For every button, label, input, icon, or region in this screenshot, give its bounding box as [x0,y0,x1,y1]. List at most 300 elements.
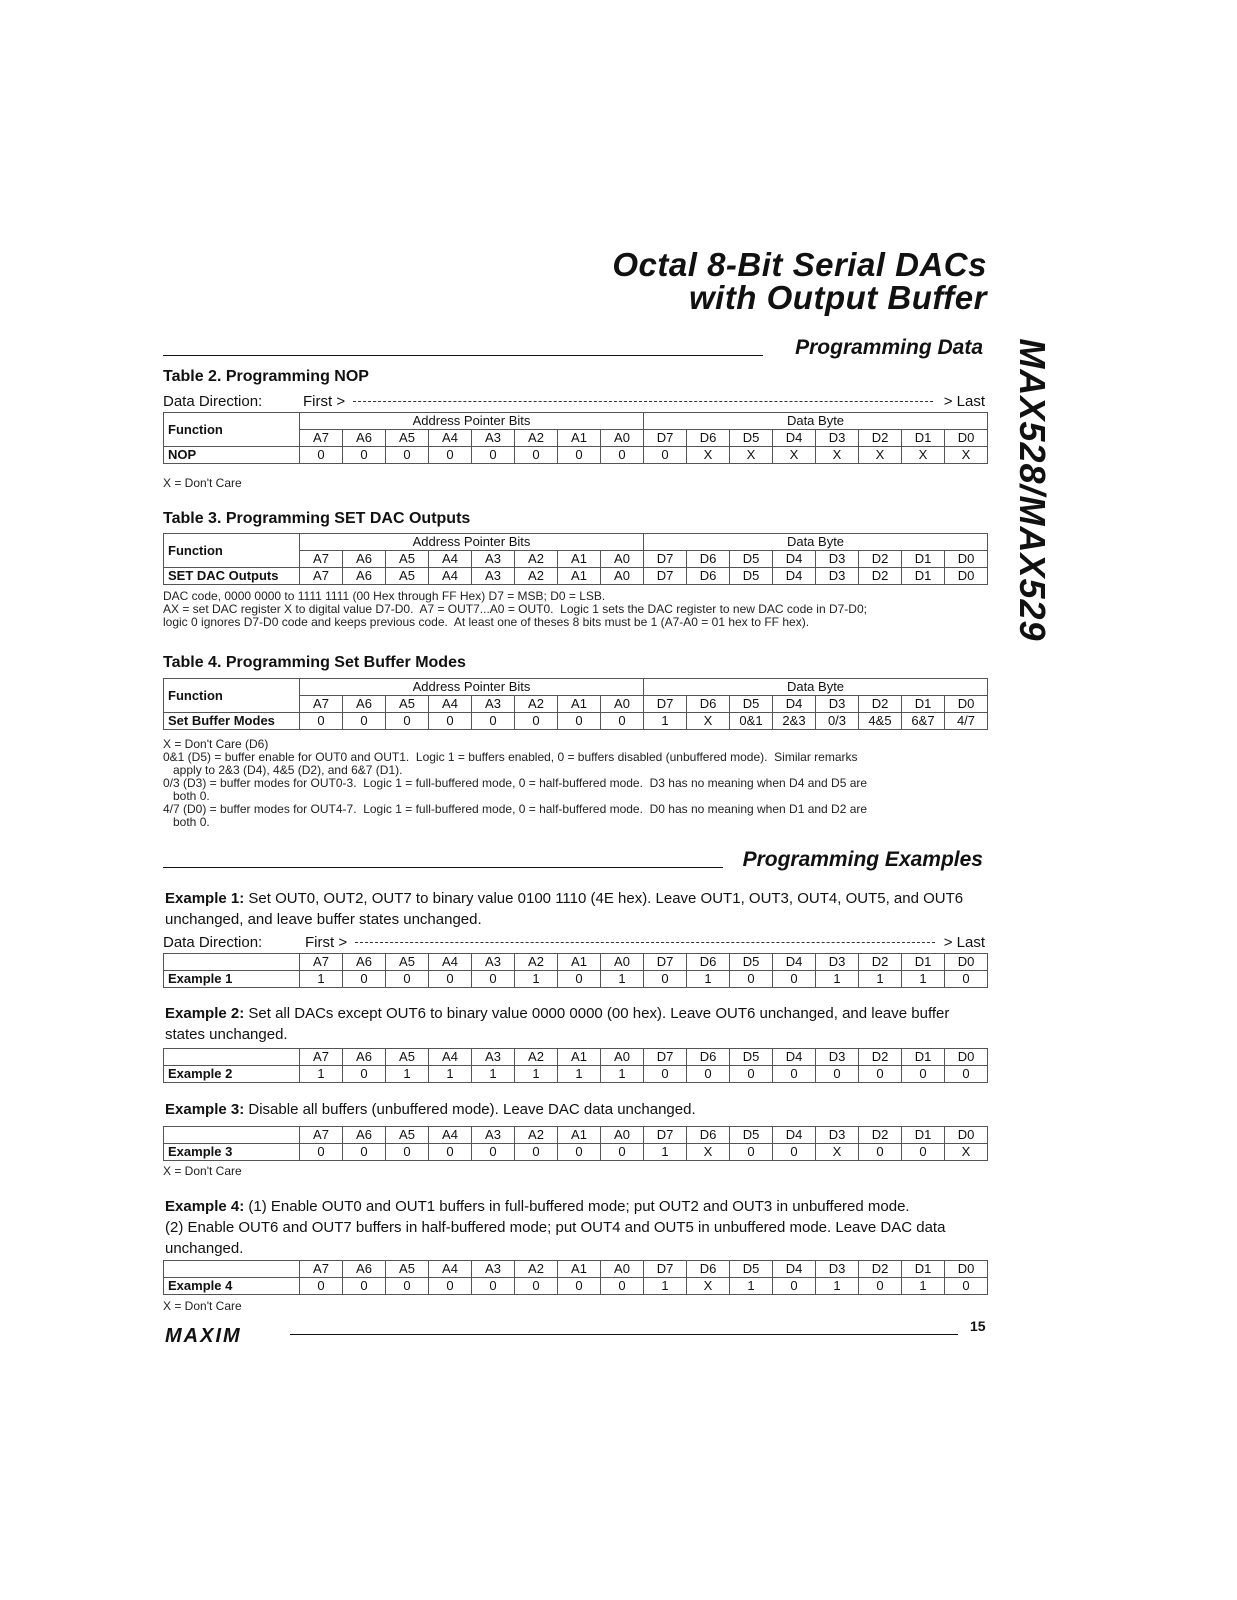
bit-header: D5 [730,696,773,713]
bit-header: A3 [472,954,515,971]
bit-value: 1 [601,1066,644,1083]
bit-value: 0 [343,447,386,464]
bit-value: D4 [773,568,816,585]
bit-value: D0 [945,568,988,585]
bit-header: D6 [687,430,730,447]
table-row [164,971,988,988]
table3-title: Table 3. Programming SET DAC Outputs [163,510,471,527]
bit-header-row [164,954,988,971]
bit-header: D0 [945,1127,988,1144]
bit-value: 1 [816,971,859,988]
example-2-table [163,1048,988,1083]
last-label: > Last [943,934,985,951]
bit-value: 0/3 [816,713,859,730]
bit-header: A6 [343,696,386,713]
bit-value: X [687,447,730,464]
bit-header: D4 [773,696,816,713]
bit-value: X [902,447,945,464]
example-2-text [165,1003,987,1045]
example-4-text [165,1196,987,1259]
table2-title: Table 2. Programming NOP [163,368,369,385]
bit-header: D4 [773,954,816,971]
bit-value: 0 [859,1066,902,1083]
bit-header: D3 [816,696,859,713]
row-label: NOP [164,447,300,464]
bit-header: A5 [386,1049,429,1066]
bit-value: 0 [343,971,386,988]
bit-header: D1 [902,696,945,713]
example-description-2: (2) Enable OUT6 and OUT7 buffers in half-buffered mode; put OUT4 and OUT5 in unbuffered mode. Leave DAC data unchanged. [165,1219,946,1257]
row-label: Example 4 [164,1278,300,1295]
table-row [164,568,988,585]
bit-header: A3 [472,1049,515,1066]
bit-header: A7 [300,1261,343,1278]
note-line: 4/7 (D0) = buffer modes for OUT4-7. Logic 1 = full-buffered mode, 0 = half-buffered mode. D0 has no meaning when D1 and D2 are [163,802,868,816]
bit-value: X [687,1278,730,1295]
bit-value: 0 [902,1144,945,1161]
row-label: Example 3 [164,1144,300,1161]
bit-header: A5 [386,696,429,713]
bit-value: 0 [945,1278,988,1295]
bit-value: 0 [343,713,386,730]
bit-header: A1 [558,1261,601,1278]
bit-header: A0 [601,1127,644,1144]
bit-value: 0 [472,713,515,730]
table2-notes [163,477,242,490]
bit-header: D5 [730,954,773,971]
bit-value: 0 [558,971,601,988]
note-line: X = Don't Care [163,476,242,490]
bit-header: D2 [859,551,902,568]
bit-header: D5 [730,430,773,447]
bit-header: A7 [300,1049,343,1066]
group-header-row [164,413,988,430]
bit-header: A1 [558,551,601,568]
bit-value: 0 [644,971,687,988]
bit-value: D1 [902,568,945,585]
bit-header: A0 [601,430,644,447]
bit-header: D3 [816,1127,859,1144]
bit-header: D4 [773,1049,816,1066]
bit-value: 1 [687,971,730,988]
example-lead: Example 1: [165,890,245,907]
bit-value: 1 [558,1066,601,1083]
bit-value: 1 [902,971,945,988]
title-line-2: with Output Buffer [688,279,987,316]
bit-value: 1 [386,1066,429,1083]
example-3-table [163,1126,988,1161]
bit-value: 0 [386,971,429,988]
bit-header-row [164,1049,988,1066]
note-line: AX = set DAC register X to digital value D7-D0. A7 = OUT7...A0 = OUT0. Logic 1 sets the DAC register to new DAC code in D7-D0; [163,602,867,616]
bit-value: 1 [300,1066,343,1083]
last-label: > Last [943,393,985,410]
bit-value: 2&3 [773,713,816,730]
bit-header: A5 [386,430,429,447]
maxim-logo: MAXIM [165,1325,242,1347]
bit-value: A1 [558,568,601,585]
first-label: First > [303,393,346,410]
example-3-grid [163,1126,988,1161]
bit-header: A5 [386,551,429,568]
bit-header: A3 [472,1261,515,1278]
data-direction-label: Data Direction: [163,393,263,410]
example-lead: Example 2: [165,1005,245,1022]
bit-value: 0 [601,447,644,464]
bit-header: D4 [773,430,816,447]
bit-header: D4 [773,551,816,568]
bit-value: 0 [386,1278,429,1295]
bit-value: A2 [515,568,558,585]
bit-header: A4 [429,954,472,971]
group-header-row [164,679,988,696]
data-direction-label: Data Direction: [163,934,263,951]
bit-header: A4 [429,1127,472,1144]
bit-header-row [164,1127,988,1144]
blank-cell [164,954,300,971]
bit-header: D1 [902,1261,945,1278]
example-3-note: X = Don't Care [163,1164,242,1178]
bit-header: A5 [386,1127,429,1144]
first-label: First > [305,934,348,951]
bit-value: 0 [945,1066,988,1083]
bit-value: 0 [816,1066,859,1083]
bit-header: D1 [902,430,945,447]
bit-header: D4 [773,1261,816,1278]
bit-value: 1 [902,1278,945,1295]
bit-header: D3 [816,430,859,447]
bit-header: A4 [429,551,472,568]
bit-value: 0 [601,713,644,730]
bit-header: D6 [687,1261,730,1278]
bit-value: 0 [558,1144,601,1161]
bit-header: D3 [816,1049,859,1066]
example-lead: Example 3: [165,1101,245,1118]
bit-value: 4/7 [945,713,988,730]
bit-value: 1 [601,971,644,988]
table4-title: Table 4. Programming Set Buffer Modes [163,654,466,671]
bit-header: D6 [687,696,730,713]
bit-value: 0 [429,1278,472,1295]
table4-grid [163,678,988,730]
example-2-grid [163,1048,988,1083]
bit-header: D1 [902,551,945,568]
bit-value: X [816,447,859,464]
bit-value: 0 [300,447,343,464]
function-header: Function [164,534,300,568]
bit-value: 4&5 [859,713,902,730]
bit-header: D5 [730,1261,773,1278]
section-programming-data [163,336,983,360]
table3 [163,533,988,585]
bit-header: A7 [300,954,343,971]
bit-header: D0 [945,551,988,568]
bit-value: X [945,447,988,464]
bit-value: 0 [472,447,515,464]
data-direction-row [163,934,985,951]
bit-header: A1 [558,1049,601,1066]
bit-header: A6 [343,1127,386,1144]
bit-value: 0 [515,1144,558,1161]
example-description: Set all DACs except OUT6 to binary value 0000 0000 (00 hex). Leave OUT6 unchanged, and leave buffer states unchanged. [165,1005,950,1043]
bit-header: D0 [945,954,988,971]
direction-dashes [353,401,933,402]
table2 [163,412,988,464]
bit-header: A7 [300,551,343,568]
table-row [164,1144,988,1161]
row-label: Example 1 [164,971,300,988]
data-direction-row [163,393,985,410]
bit-header: A4 [429,1049,472,1066]
bit-value: 0 [730,1066,773,1083]
bit-header: D0 [945,1049,988,1066]
section-label: Programming Examples [739,848,983,872]
bit-value: D5 [730,568,773,585]
bit-value: 0 [945,971,988,988]
bit-header: A6 [343,551,386,568]
bit-header: D7 [644,954,687,971]
example-4-table [163,1260,988,1295]
note-line: DAC code, 0000 0000 to 1111 1111 (00 Hex through FF Hex) D7 = MSB; D0 = LSB. [163,589,606,603]
sidebar-part-number [1012,340,1052,640]
bit-header: A7 [300,696,343,713]
example-1-grid [163,953,988,988]
bit-header: A0 [601,551,644,568]
bit-value: D7 [644,568,687,585]
data-group-header: Data Byte [644,534,988,551]
bit-header: D1 [902,1049,945,1066]
bit-header: A0 [601,1261,644,1278]
bit-value: 0 [472,971,515,988]
bit-value: 0 [343,1278,386,1295]
example-4-grid [163,1260,988,1295]
bit-header: A2 [515,954,558,971]
table3-grid [163,533,988,585]
bit-value: 0 [859,1144,902,1161]
bit-value: X [859,447,902,464]
bit-value: 0 [730,971,773,988]
bit-header: A4 [429,1261,472,1278]
bit-header: A0 [601,1049,644,1066]
bit-value: X [945,1144,988,1161]
bit-value: 0 [773,1066,816,1083]
bit-header: A4 [429,430,472,447]
bit-value: 0 [902,1066,945,1083]
bit-value: 1 [515,1066,558,1083]
bit-header: A4 [429,696,472,713]
bit-header: D2 [859,1261,902,1278]
note-line: 0&1 (D5) = buffer enable for OUT0 and OUT1. Logic 1 = buffers enabled, 0 = buffers disabled (unbuffered mode). Similar remarks [163,750,858,764]
note-line: both 0. [163,789,210,803]
bit-value: 0 [558,713,601,730]
bit-value: A7 [300,568,343,585]
bit-header: A5 [386,1261,429,1278]
bit-value: 0 [601,1278,644,1295]
bit-header: A6 [343,1049,386,1066]
bit-value: 0 [300,1278,343,1295]
footer-rule [290,1334,958,1335]
bit-value: 1 [472,1066,515,1083]
bit-header: A6 [343,1261,386,1278]
function-header: Function [164,413,300,447]
table-row [164,1278,988,1295]
bit-header: A1 [558,1127,601,1144]
bit-header: A2 [515,1049,558,1066]
bit-value: 0 [300,713,343,730]
bit-value: 0 [515,1278,558,1295]
note-line: 0/3 (D3) = buffer modes for OUT0-3. Logic 1 = full-buffered mode, 0 = half-buffered mode. D3 has no meaning when D4 and D5 are [163,776,868,790]
example-description: (1) Enable OUT0 and OUT1 buffers in full-buffered mode; put OUT2 and OUT3 in unbuffered mode. [248,1198,910,1215]
bit-header: D6 [687,1049,730,1066]
bit-value: A0 [601,568,644,585]
table2-grid [163,412,988,464]
bit-value: 0 [644,447,687,464]
bit-header-row [164,1261,988,1278]
table-row [164,447,988,464]
bit-header: D0 [945,696,988,713]
bit-header: A2 [515,696,558,713]
bit-value: 0 [343,1066,386,1083]
example-4-note: X = Don't Care [163,1299,242,1313]
example-1-table [163,953,988,988]
bit-value: 0 [687,1066,730,1083]
bit-value: 0 [730,1144,773,1161]
note-line: both 0. [163,815,210,829]
note-line: X = Don't Care (D6) [163,737,269,751]
section-label: Programming Data [791,336,983,360]
bit-header: A7 [300,430,343,447]
bit-value: 0 [429,447,472,464]
section-rule [163,355,763,356]
bit-header: A3 [472,430,515,447]
bit-value: 0 [386,1144,429,1161]
row-label: Example 2 [164,1066,300,1083]
bit-header: A1 [558,696,601,713]
section-rule [163,867,723,868]
bit-header: A6 [343,430,386,447]
bit-value: 0 [472,1278,515,1295]
bit-header: D0 [945,1261,988,1278]
table3-notes [163,590,867,629]
function-header: Function [164,679,300,713]
bit-header: D6 [687,1127,730,1144]
example-description: Set OUT0, OUT2, OUT7 to binary value 0100 1110 (4E hex). Leave OUT1, OUT3, OUT4, OUT5, and OUT6 unchanged, and leave buffer states unchanged. [165,890,964,928]
bit-header: D2 [859,696,902,713]
note-line: logic 0 ignores D7-D0 code and keeps previous code. At least one of theses 8 bits must be 1 (A7-A0 = 01 hex to FF hex). [163,615,810,629]
row-label: Set Buffer Modes [164,713,300,730]
bit-value: 0 [558,447,601,464]
bit-value: 0 [859,1278,902,1295]
direction-dashes [355,942,935,943]
bit-value: X [730,447,773,464]
blank-cell [164,1127,300,1144]
bit-header: D7 [644,1261,687,1278]
bit-header: A2 [515,430,558,447]
bit-header: A7 [300,1127,343,1144]
bit-value: 0 [300,1144,343,1161]
bit-value: 6&7 [902,713,945,730]
bit-value: 1 [429,1066,472,1083]
bit-header: D7 [644,1127,687,1144]
bit-value: 0 [343,1144,386,1161]
sidebar-part-label: MAX528/MAX529 [1012,338,1053,642]
bit-value: 1 [644,1144,687,1161]
bit-value: 1 [730,1278,773,1295]
bit-value: 1 [644,713,687,730]
page-number: 15 [970,1318,986,1334]
bit-header: A5 [386,954,429,971]
bit-header: D4 [773,1127,816,1144]
bit-header: D7 [644,1049,687,1066]
bit-header: D6 [687,551,730,568]
bit-value: 1 [300,971,343,988]
bit-header: D7 [644,430,687,447]
bit-value: A3 [472,568,515,585]
bit-value: D3 [816,568,859,585]
bit-header: A2 [515,1127,558,1144]
bit-header: A3 [472,551,515,568]
table-row [164,713,988,730]
bit-header: A2 [515,1261,558,1278]
bit-value: 0 [773,971,816,988]
bit-value: 0 [429,1144,472,1161]
bit-header: A6 [343,954,386,971]
bit-header: D5 [730,1127,773,1144]
bit-header: A3 [472,696,515,713]
bit-header: D5 [730,551,773,568]
bit-value: 0 [472,1144,515,1161]
row-label: SET DAC Outputs [164,568,300,585]
bit-header: D3 [816,551,859,568]
bit-value: 0 [773,1278,816,1295]
data-group-header: Data Byte [644,679,988,696]
table4 [163,678,988,730]
section-programming-examples [163,848,983,872]
address-group-header: Address Pointer Bits [300,413,644,430]
bit-value: 1 [859,971,902,988]
blank-cell [164,1049,300,1066]
bit-value: D2 [859,568,902,585]
bit-value: X [687,713,730,730]
bit-header: D1 [902,954,945,971]
title-line-1: Octal 8-Bit Serial DACs [612,246,987,283]
bit-value: A5 [386,568,429,585]
bit-value: 0&1 [730,713,773,730]
blank-cell [164,1261,300,1278]
bit-value: 0 [386,447,429,464]
example-3-text [165,1099,987,1120]
bit-value: 1 [644,1278,687,1295]
bit-header: D3 [816,954,859,971]
address-group-header: Address Pointer Bits [300,534,644,551]
bit-header: A2 [515,551,558,568]
bit-value: 0 [644,1066,687,1083]
bit-value: A6 [343,568,386,585]
bit-value: 0 [429,713,472,730]
bit-value: 0 [515,447,558,464]
bit-value: 0 [429,971,472,988]
bit-value: X [687,1144,730,1161]
bit-value: 0 [515,713,558,730]
note-line: apply to 2&3 (D4), 4&5 (D2), and 6&7 (D1). [163,763,403,777]
bit-value: 1 [816,1278,859,1295]
bit-value: A4 [429,568,472,585]
bit-header: D7 [644,551,687,568]
bit-header: D0 [945,430,988,447]
bit-header: D6 [687,954,730,971]
bit-header: D5 [730,1049,773,1066]
bit-header: A1 [558,430,601,447]
